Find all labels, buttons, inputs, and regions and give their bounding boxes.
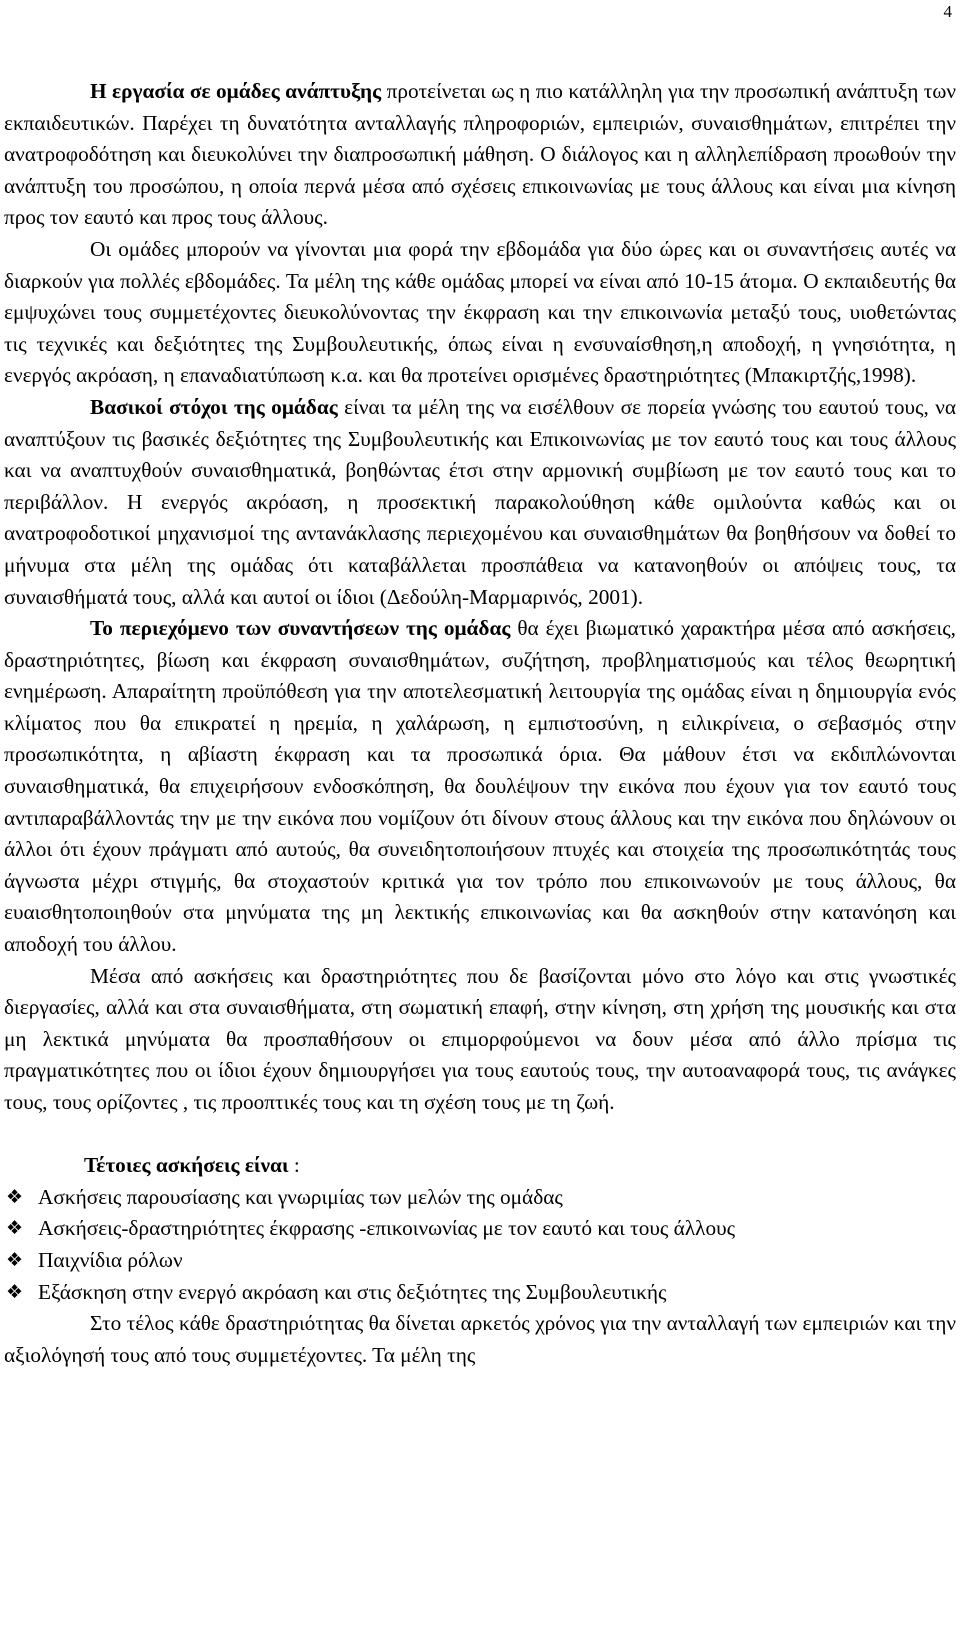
four-diamond-bullet-icon: ❖ (6, 1248, 24, 1271)
paragraph-text: προτείνεται ως η πιο κατάλληλη για την προσωπική ανάπτυξη των εκπαιδευτικών. Παρέχει τη δυνατότητα ανταλλαγής πληροφοριών, εμπειριών, συναισθημάτων, επιτρέπει την ανατροφοδότηση και διευκολύνει την διαπροσωπική μάθηση. Ο διάλογος και η αλληλεπίδραση προωθούν την ανάπτυξη του προσώπου, η οποία περνά μέσα από σχέσεις επικοινωνίας με τους άλλους και είναι μια κίνηση προς τον εαυτό και προς τους άλλους. (4, 79, 956, 230)
paragraph-text: Μέσα από ασκήσεις και δραστηριότητες που δε βασίζονται μόνο στο λόγο και στις γνωστικές διεργασίες, αλλά και στα συναισθήματα, στη σωματική επαφή, στην κίνηση, στη χρήση της μουσικής και στα μη λεκτικά μηνύματα θα προσπαθήσουν οι επιμορφούμενοι να δουν μέσα από άλλο πρίσμα τις πραγματικότητες που οι ίδιοι έχουν δημιουργήσει για τους εαυτούς τους, την αυτοαναφορά τους, τις ανάγκες τους, τους ορίζοντες , τις προοπτικές τους και τη σχέση τους με τη ζωή. (4, 963, 956, 1114)
four-diamond-bullet-icon: ❖ (6, 1280, 24, 1303)
list-item (4, 1277, 956, 1309)
exercises-list (4, 1182, 956, 1308)
four-diamond-bullet-icon: ❖ (6, 1217, 24, 1240)
list-item-text: Παιχνίδια ρόλων (38, 1247, 183, 1272)
paragraph-text: είναι τα μέλη της να εισέλθουν σε πορεία γνώσης του εαυτού τους, να αναπτύξουν τις βασικές δεξιότητες της Συμβουλευτικής και Επικοινωνίας με τον εαυτό τους και τους άλλους και να αναπτυχθούν συναισθηματικά, βοηθώντας έτσι στην αρμονική συμβίωση με τον εαυτό τους και το περιβάλλον. Η ενεργός ακρόαση, η προσεκτική παρακολούθηση κάθε ομιλούντα καθώς και οι ανατροφοδοτικοί μηχανισμοί της αντανάκλασης περιεχομένου και συναισθημάτων θα βοηθήσουν να δοθεί το μήνυμα στα μέλη της ομάδας ότι καταβάλλεται προσπάθεια να κατανοηθούν οι απόψεις τους, τα συναισθήματά τους, αλλά και αυτοί οι ίδιοι (Δεδούλη-Μαρμαρινός, 2001). (4, 394, 956, 609)
list-item (4, 1213, 956, 1245)
page-number: 4 (943, 2, 952, 21)
paragraph-group-goals (4, 392, 956, 613)
list-item-text: Ασκήσεις-δραστηριότητες έκφρασης -επικοινωνίας με τον εαυτό και τους άλλους (38, 1216, 736, 1241)
list-item (4, 1182, 956, 1214)
document-body (4, 76, 956, 1371)
paragraph-closing (4, 1308, 956, 1371)
blank-line (4, 1119, 956, 1151)
meeting-content-term: Το περιεχόμενο των συναντήσεων της ομάδας (90, 616, 511, 641)
list-item-text: Εξάσκηση στην ενεργό ακρόαση και στις δεξιότητες της Συμβουλευτικής (38, 1279, 667, 1304)
list-item-text: Ασκήσεις παρουσίασης και γνωριμίας των μελών της ομάδας (38, 1184, 563, 1209)
list-item (4, 1245, 956, 1277)
four-diamond-bullet-icon: ❖ (6, 1185, 24, 1208)
group-work-term: Η εργασία σε ομάδες ανάπτυξης (90, 79, 382, 103)
exercises-heading-label: Τέτοιες ασκήσεις είναι (84, 1153, 289, 1178)
paragraph-text: Στο τέλος κάθε δραστηριότητας θα δίνεται αρκετός χρόνος για την ανταλλαγή των εμπειριών και την αξιολόγησή τους από τους συμμετέχοντες. Τα μέλη της (4, 1311, 956, 1367)
group-goals-term: Βασικοί στόχοι της ομάδας (90, 394, 338, 419)
paragraph-meeting-content (4, 613, 956, 961)
paragraph-text: Οι ομάδες μπορούν να γίνονται μια φορά την εβδομάδα για δύο ώρες και οι συναντήσεις αυτές να διαρκούν για πολλές εβδομάδες. Τα μέλη της κάθε ομάδας μπορεί να είναι από 10-15 άτομα. Ο εκπαιδευτής θα εμψυχώνει τους συμμετέχοντες διευκολύνοντας την έκφραση και την επικοινωνία μεταξύ τους, υιοθετώντας τις τεχνικές και δεξιότητες της Συμβουλευτικής, όπως είναι η ενσυναίσθηση,η αποδοχή, η γνησιότητα, η ενεργός ακρόαση, η επαναδιατύπωση κ.α. και θα προτείνει ορισμένες δραστηριότητες (Μπακιρτζής,1998). (4, 236, 956, 388)
exercises-heading-colon: : (288, 1153, 300, 1178)
paragraph-text: θα έχει βιωματικό χαρακτήρα μέσα από ασκήσεις, δραστηριότητες, βίωση και έκφραση συναισθημάτων, συζήτηση, προβληματισμούς και τέλος θεωρητική ενημέρωση. Απαραίτητη προϋπόθεση για την αποτελεσματική λειτουργία της ομάδας είναι η δημιουργία ενός κλίματος που θα επικρατεί η ηρεμία, η χαλάρωση, η εμπιστοσύνη, η ειλικρίνεια, ο σεβασμός στην προσωπικότητα, η αβίαστη έκφραση και τα προσωπικά όρια. Θα μάθουν έτσι να εκδιπλώνονται συναισθηματικά, θα επιχειρήσουν ενδοσκόπηση, θα δουλέψουν την εικόνα που έχουν για τον εαυτό τους αντιπαραβάλλοντάς την με την εικόνα που νομίζουν ότι δίνουν στους άλλους και την εικόνα που δηλώνουν οι άλλοι ότι έχουν πράγματι από αυτούς, θα συνειδητοποιήσουν πτυχές και στοιχεία της προσωπικότητάς τους άγνωστα μέχρι στιγμής, θα στοχαστούν κριτικά για τον τρόπο που επικοινωνούν με τους άλλους, θα ευαισθητοποιηθούν στα μηνύματα της μη λεκτικής επικοινωνίας και θα ασκηθούν στην κατανόηση και αποδοχή του άλλου. (4, 616, 956, 957)
paragraph-activities (4, 961, 956, 1119)
exercises-heading (4, 1150, 956, 1182)
paragraph-group-work (4, 76, 956, 234)
paragraph-group-meetings (4, 234, 956, 392)
